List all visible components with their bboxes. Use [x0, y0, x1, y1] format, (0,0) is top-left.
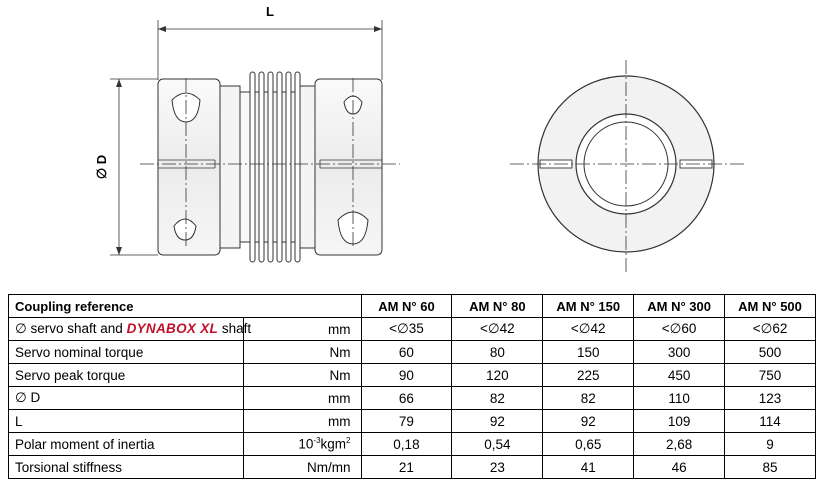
- table-cell: 123: [725, 387, 816, 410]
- table-cell: 0,54: [452, 433, 543, 456]
- specification-table: [8, 294, 816, 479]
- table-cell: <∅35: [361, 318, 452, 341]
- row-label-prefix: ∅ servo shaft and: [15, 321, 127, 336]
- row-unit: [244, 433, 362, 456]
- length-dim-label: L: [266, 4, 274, 19]
- table-cell: 300: [634, 341, 725, 364]
- table-cell: 79: [361, 410, 452, 433]
- table-header-row: [9, 295, 816, 318]
- row-label-suffix: shaft: [218, 321, 252, 336]
- unit-part: 10: [298, 436, 314, 452]
- table-cell: 21: [361, 456, 452, 479]
- table-cell: 92: [452, 410, 543, 433]
- table-cell: 92: [543, 410, 634, 433]
- table-cell: 2,68: [634, 433, 725, 456]
- row-label: Torsional stiffness: [9, 456, 244, 479]
- row-label: [9, 318, 252, 341]
- table-cell: 23: [452, 456, 543, 479]
- table-cell: <∅62: [725, 318, 816, 341]
- table-row-torsional-stiffness: [9, 456, 816, 479]
- table-cell: 109: [634, 410, 725, 433]
- row-label: Polar moment of inertia: [9, 433, 244, 456]
- table-cell: 60: [361, 341, 452, 364]
- table-cell: <∅42: [543, 318, 634, 341]
- table-cell: <∅60: [634, 318, 725, 341]
- diameter-dim-label: ∅ D: [94, 154, 109, 180]
- table-row-servo-shaft: [9, 318, 816, 341]
- table-cell: 85: [725, 456, 816, 479]
- table-cell: 90: [361, 364, 452, 387]
- table-cell: 80: [452, 341, 543, 364]
- header-model: AM N° 150: [543, 295, 634, 318]
- table-cell: <∅42: [452, 318, 543, 341]
- table-row-peak-torque: [9, 364, 816, 387]
- table-cell: 9: [725, 433, 816, 456]
- row-unit: mm: [244, 387, 362, 410]
- table-cell: 225: [543, 364, 634, 387]
- table-row-nominal-torque: [9, 341, 816, 364]
- table-cell: 0,65: [543, 433, 634, 456]
- table-cell: 46: [634, 456, 725, 479]
- row-unit: mm: [244, 410, 362, 433]
- right-hub: [300, 79, 382, 255]
- row-unit: Nm/mn: [244, 456, 362, 479]
- unit-superscript: 2: [346, 436, 351, 446]
- unit-part: kgm: [320, 436, 347, 452]
- row-label: Servo nominal torque: [9, 341, 244, 364]
- table-cell: 41: [543, 456, 634, 479]
- table-row-inertia: [9, 433, 816, 456]
- header-model: AM N° 500: [725, 295, 816, 318]
- header-model: AM N° 300: [634, 295, 725, 318]
- table-cell: 66: [361, 387, 452, 410]
- row-label: ∅ D: [9, 387, 244, 410]
- row-unit: Nm: [244, 364, 362, 387]
- table-cell: 82: [452, 387, 543, 410]
- header-model: AM N° 80: [452, 295, 543, 318]
- table-cell: 110: [634, 387, 725, 410]
- table-cell: 82: [543, 387, 634, 410]
- table-cell: 0,18: [361, 433, 452, 456]
- row-label: Servo peak torque: [9, 364, 244, 387]
- row-unit: Nm: [244, 341, 362, 364]
- table-cell: 500: [725, 341, 816, 364]
- table-row-length: [9, 410, 816, 433]
- table-cell: 120: [452, 364, 543, 387]
- table-cell: 150: [543, 341, 634, 364]
- table-row-diameter: [9, 387, 816, 410]
- side-view: [94, 4, 400, 262]
- unit-superscript: -3: [313, 436, 321, 446]
- diameter-dimension: [94, 79, 158, 255]
- row-label: L: [9, 410, 244, 433]
- header-model: AM N° 60: [361, 295, 452, 318]
- dynabox-brand-text: DYNABOX XL: [126, 321, 219, 336]
- length-dimension: [158, 4, 382, 80]
- row-unit: mm: [244, 318, 362, 341]
- header-coupling-reference: Coupling reference: [9, 295, 362, 318]
- front-view: [510, 60, 744, 272]
- table-cell: 114: [725, 410, 816, 433]
- table-cell: 450: [634, 364, 725, 387]
- table-cell: 750: [725, 364, 816, 387]
- left-hub: [158, 79, 240, 255]
